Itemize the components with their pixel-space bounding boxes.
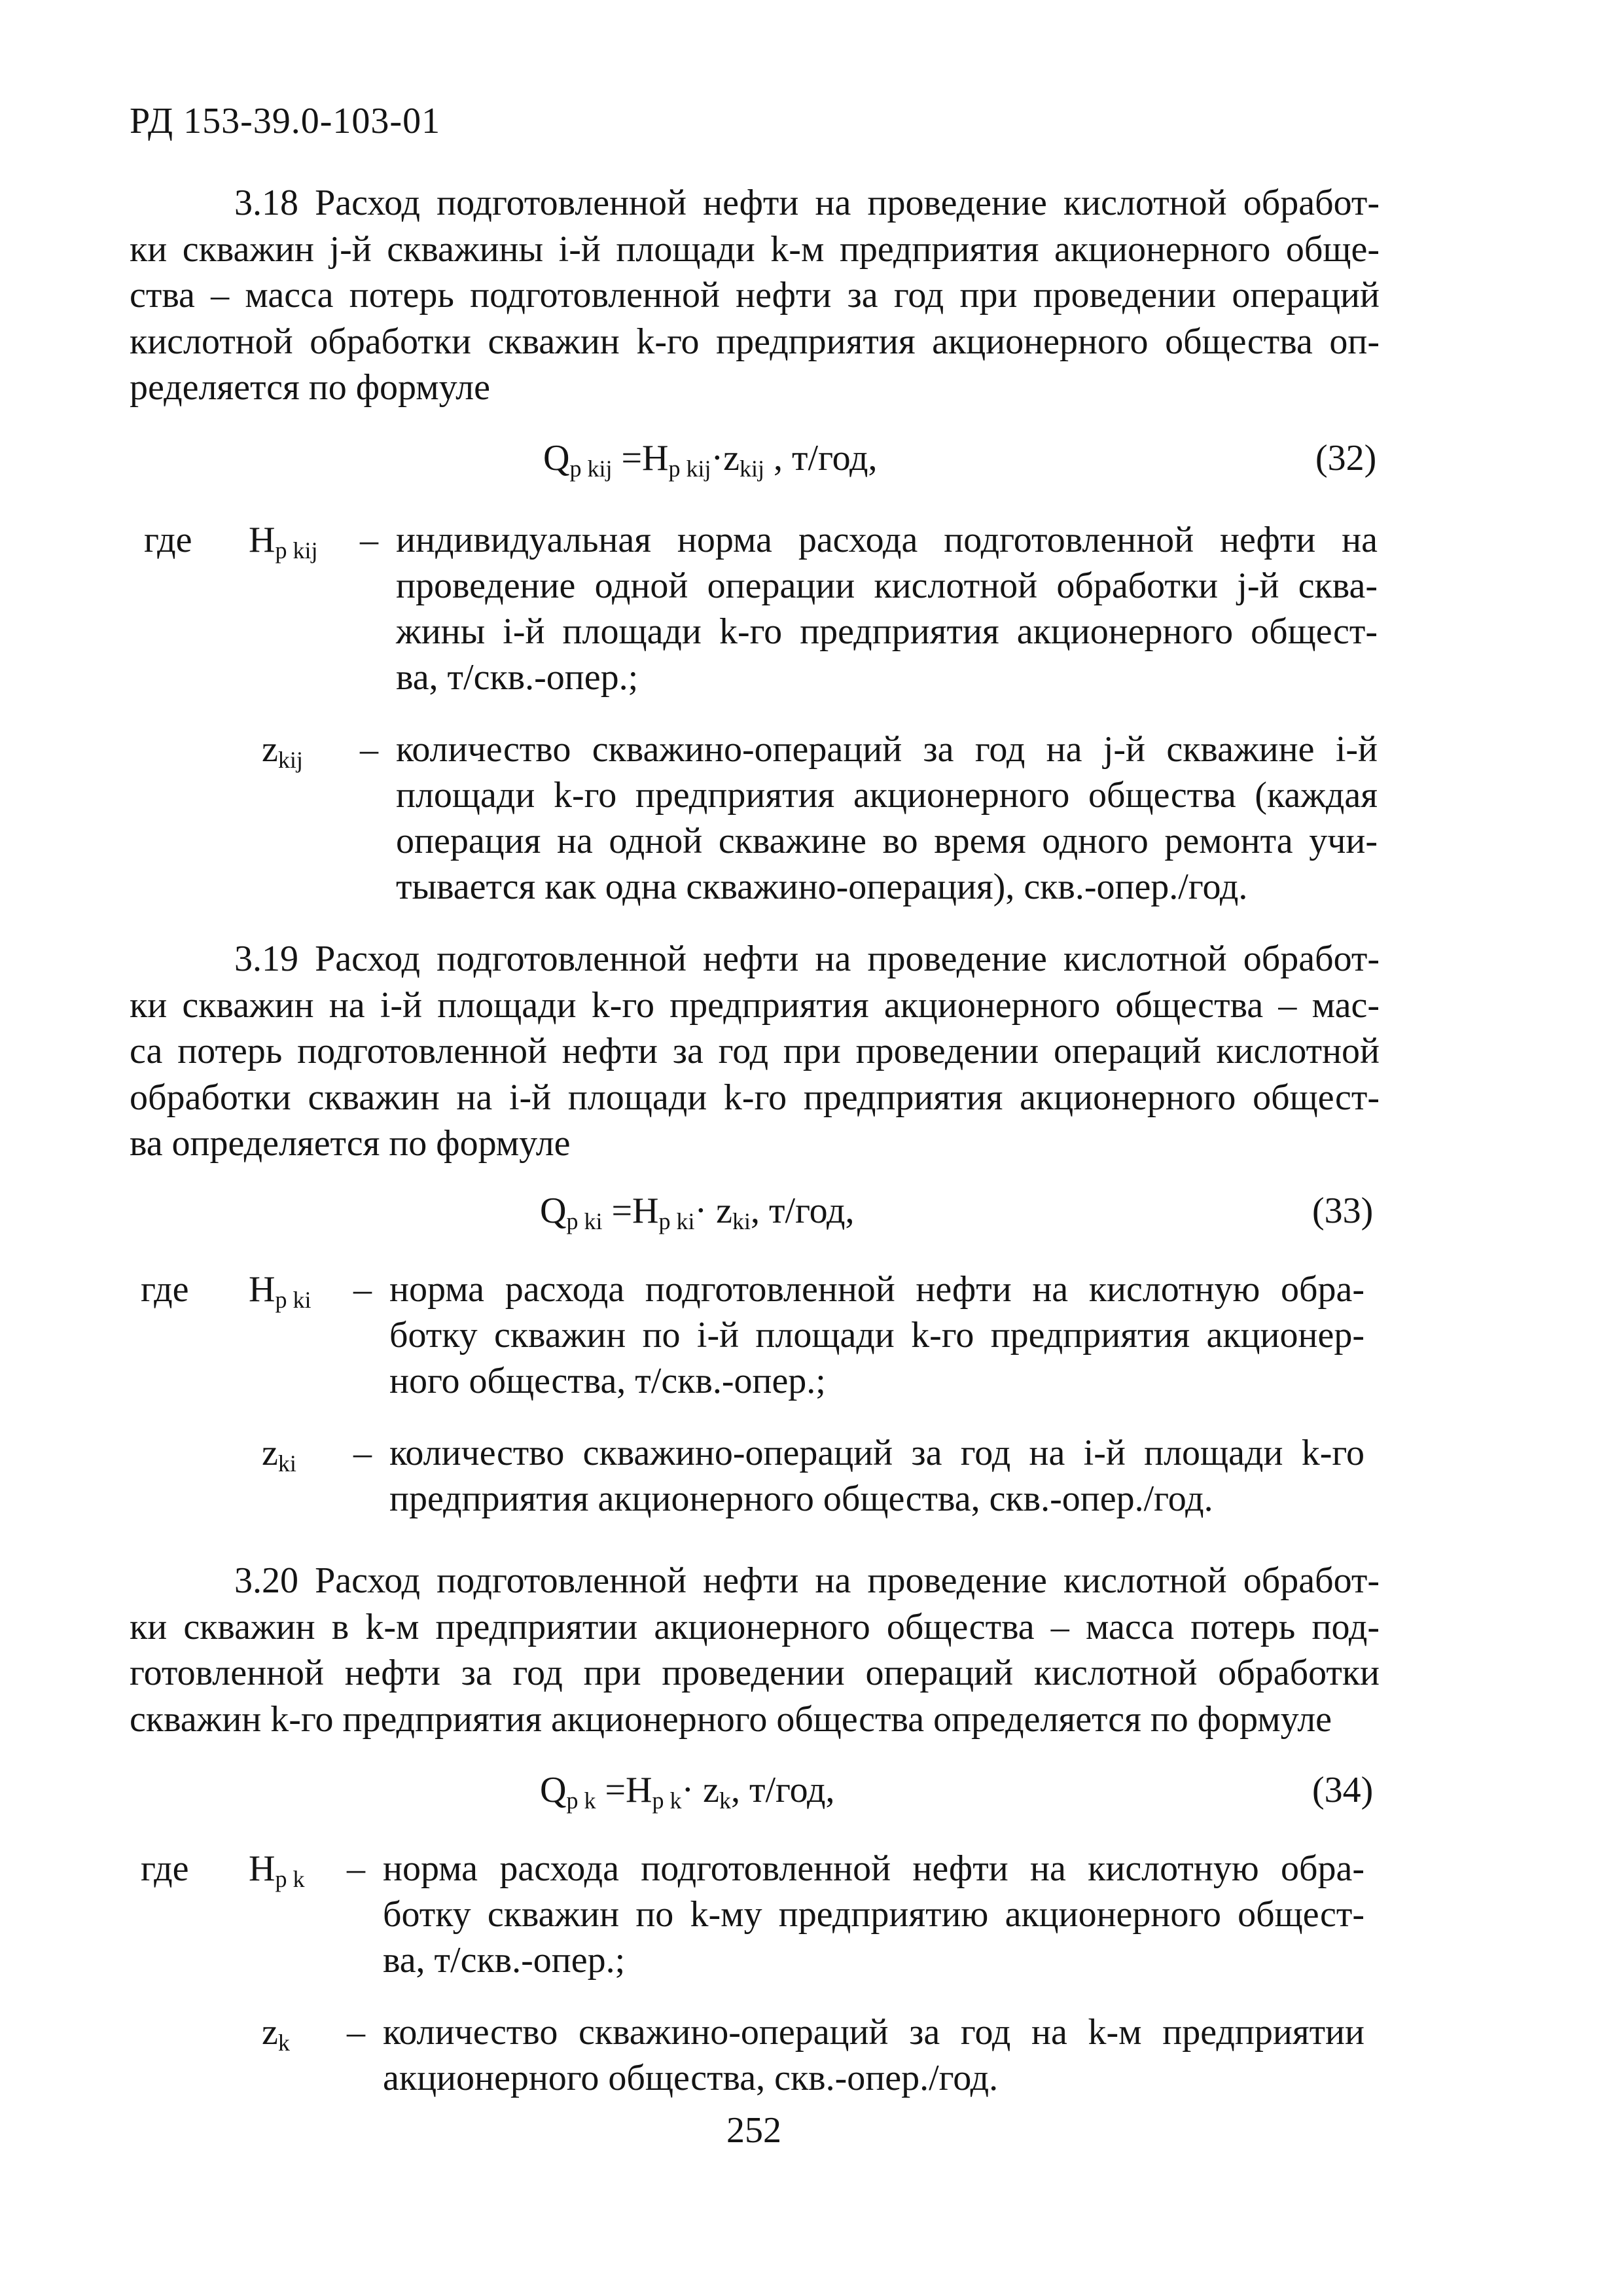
page-number: 252 (726, 2110, 781, 2151)
text-line: индивидуальная норма расхода подготовленной нефти на (396, 520, 1378, 560)
where-label: где (141, 1269, 189, 1310)
text-line: са потерь подготовленной нефти за год при проведении операций кислотной (130, 1031, 1380, 1071)
def-dash: – (360, 729, 378, 770)
equation-number: (33) (1312, 1191, 1374, 1231)
formula-symbol: · z (681, 1770, 719, 1810)
def-symbol: $Н_{р ki}$ (249, 1269, 312, 1313)
text-line: ва, т/скв.-опер.; (396, 657, 639, 698)
equation-number: (34) (1312, 1770, 1374, 1810)
formula-subscript: р ki (566, 1208, 603, 1234)
text-line: норма расхода подготовленной нефти на кислотную обра- (383, 1848, 1364, 1889)
text-line: акционерного общества, скв.-опер./год. (383, 2058, 999, 2098)
text-line: количество скважино-операций за год на k-м предприятии (383, 2012, 1364, 2053)
def-dash: – (360, 520, 378, 560)
def-symbol: $z_{kij}$ (262, 729, 303, 773)
text-line: ки скважин в k-м предприятии акционерного общества – масса потерь под- (130, 1606, 1380, 1647)
formula-unit: , т/год, (751, 1191, 855, 1231)
text-line: ботку скважин по i-й площади k-го предприятия акционер- (389, 1315, 1364, 1355)
formula-unit: , т/год, (764, 438, 878, 478)
formula-subscript: р k (566, 1787, 596, 1814)
text-line: предприятия акционерного общества, скв.-опер./год. (389, 1479, 1213, 1519)
formula-symbol: · z (694, 1191, 733, 1231)
text-line: ределяется по формуле (130, 367, 490, 408)
formula-symbol: Q (543, 438, 570, 478)
formula-symbol: =Н (596, 1770, 652, 1810)
formula-symbol: Q (540, 1191, 567, 1231)
formula-subscript: р ki (658, 1208, 695, 1234)
text-line: ва определяется по формуле (130, 1123, 571, 1164)
where-label: где (141, 1848, 189, 1889)
paragraph-3-19 (130, 936, 1380, 1167)
text-line: ки скважин на i-й площади k-го предприятия акционерного общества – мас- (130, 984, 1380, 1026)
text-line: 3.19 Расход подготовленной нефти на проведение кислотной обработ- (234, 939, 1380, 979)
text-line: ва, т/скв.-опер.; (383, 1940, 626, 1981)
definition-text (383, 2009, 1364, 2101)
formula-subscript: k (719, 1787, 731, 1814)
text-line: жины i-й площади k-го предприятия акционерного общест- (396, 611, 1378, 652)
text-line: проведение одной операции кислотной обработки j-й сква- (396, 565, 1378, 606)
formula-symbol: =Н (612, 438, 669, 478)
formula-symbol: =Н (602, 1191, 659, 1231)
formula-subscript: р kij (668, 456, 711, 482)
definition-text (389, 1266, 1364, 1404)
text-line: количество скважино-операций за год на i-й площади k-го (389, 1433, 1364, 1473)
formula-unit: , т/год, (731, 1770, 835, 1810)
paragraph-3-18 (130, 180, 1380, 411)
text-line: скважин k-го предприятия акционерного общества определяется по формуле (130, 1698, 1332, 1740)
formula-34 (540, 1767, 834, 1813)
def-dash: – (347, 2012, 365, 2053)
where-label: где (144, 520, 192, 560)
formula-subscript: р kij (569, 456, 613, 482)
def-symbol: $z_k$ (262, 2012, 290, 2056)
def-symbol: $z_{ki}$ (262, 1433, 296, 1477)
text-line: 3.20 Расход подготовленной нефти на проведение кислотной обработ- (234, 1560, 1380, 1601)
text-line: тывается как одна скважино-операция), скв.-опер./год. (396, 867, 1248, 907)
definition-text (383, 1846, 1364, 1983)
definition-text (396, 517, 1378, 700)
document-code: РД 153-39.0-103-01 (130, 101, 441, 141)
text-line: 3.18 Расход подготовленной нефти на проведение кислотной обработ- (234, 183, 1380, 223)
definition-text (389, 1430, 1364, 1522)
def-dash: – (353, 1269, 372, 1310)
text-line: норма расхода подготовленной нефти на кислотную обра- (389, 1269, 1364, 1310)
formula-subscript: р k (652, 1787, 682, 1814)
def-symbol: $Н_{р kij}$ (249, 520, 318, 564)
text-line: готовленной нефти за год при проведении операций кислотной обработки (130, 1653, 1380, 1693)
text-line: площади k-го предприятия акционерного общества (каждая (396, 775, 1378, 816)
formula-subscript: ki (732, 1208, 751, 1234)
formula-subscript: kij (740, 456, 765, 482)
def-dash: – (347, 1848, 365, 1889)
formula-33 (540, 1188, 855, 1234)
text-line: обработки скважин на i-й площади k-го предприятия акционерного общест- (130, 1077, 1380, 1118)
definition-text (396, 726, 1378, 910)
text-line: ки скважин j-й скважины i-й площади k-м предприятия акционерного обще- (130, 228, 1380, 270)
text-line: ного общества, т/скв.-опер.; (389, 1361, 826, 1401)
formula-32 (543, 435, 878, 481)
def-symbol: $Н_{р k}$ (249, 1848, 305, 1892)
text-line: операция на одной скважине во время одного ремонта учи- (396, 821, 1378, 861)
text-line: количество скважино-операций за год на j-й скважине i-й (396, 729, 1378, 770)
text-line: ботку скважин по k-му предприятию акционерного общест- (383, 1894, 1364, 1935)
equation-number: (32) (1315, 438, 1377, 478)
formula-symbol: Q (540, 1770, 567, 1810)
text-line: ства – масса потерь подготовленной нефти за год при проведении операций (130, 275, 1380, 315)
text-line: кислотной обработки скважин k-го предприятия акционерного общества оп- (130, 321, 1380, 362)
def-dash: – (353, 1433, 372, 1473)
paragraph-3-20 (130, 1558, 1380, 1742)
formula-symbol: ·z (711, 438, 740, 478)
